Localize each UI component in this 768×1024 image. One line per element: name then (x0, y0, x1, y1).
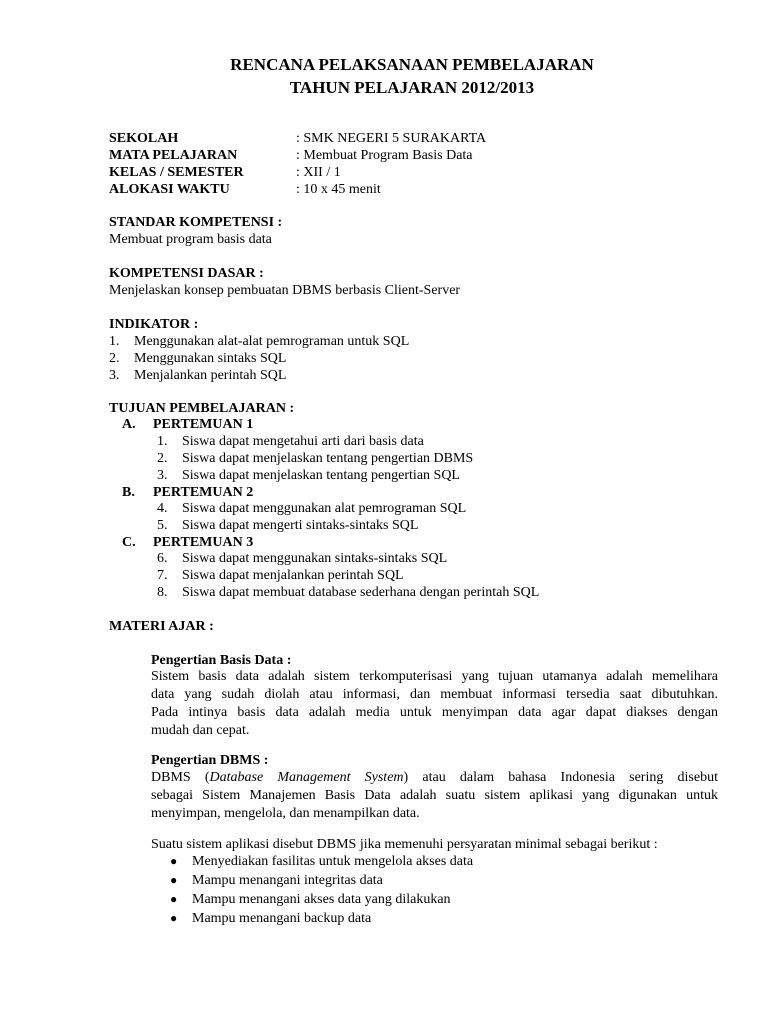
bullet-icon: ● (170, 873, 178, 887)
item-number: 6. (157, 551, 168, 566)
dbms-paragraph (151, 769, 718, 823)
info-value: : 10 x 45 menit (296, 182, 381, 197)
item-text: Siswa dapat mengetahui arti dari basis data (182, 434, 424, 449)
list-item (157, 450, 473, 467)
indikator-list (109, 333, 409, 384)
list-item (157, 467, 473, 484)
pertemuan-title: PERTEMUAN 2 (153, 485, 254, 500)
list-item (151, 872, 473, 891)
paragraph-line: mudah dan cepat. (151, 723, 250, 738)
basis-data-paragraph (151, 668, 718, 740)
paragraph-line: data yang sudah diolah atau informasi, dan membuat informasi tersedia saat dibutuhkan. (151, 687, 718, 702)
list-item (157, 517, 466, 534)
item-text: Mampu menangani akses data yang dilakukan (192, 892, 451, 907)
dbms-heading: Pengertian DBMS : (151, 753, 269, 768)
document-subtitle: TAHUN PELAJARAN 2012/2013 (289, 78, 535, 97)
list-item (151, 891, 473, 910)
paragraph-line: sebagai Sistem Manajemen Basis Data adalah suatu sistem aplikasi yang digunakan untuk (151, 788, 718, 803)
requirement-intro: Suatu sistem aplikasi disebut DBMS jika memenuhi persyaratan minimal sebagai berikut : (151, 837, 658, 852)
info-value: : Membuat Program Basis Data (296, 148, 473, 163)
pertemuan-2-heading (122, 484, 253, 501)
info-label: MATA PELAJARAN (109, 148, 238, 163)
list-item (151, 910, 473, 929)
item-number: 8. (157, 585, 168, 600)
requirement-list (151, 853, 473, 929)
info-label: ALOKASI WAKTU (109, 182, 230, 197)
indikator-heading: INDIKATOR : (109, 317, 199, 332)
item-number: 7. (157, 568, 168, 583)
list-item (157, 567, 539, 584)
letter-marker: C. (122, 535, 136, 550)
kompetensi-text: Menjelaskan konsep pembuatan DBMS berbasis Client-Server (109, 283, 461, 298)
text-run: DBMS ( (151, 770, 210, 785)
pertemuan-1-list (157, 433, 473, 484)
pertemuan-1-heading (122, 416, 253, 433)
item-text: Siswa dapat menjelaskan tentang pengertian SQL (182, 468, 460, 483)
item-number: 1. (109, 334, 120, 349)
document-title: RENCANA PELAKSANAAN PEMBELAJARAN (230, 55, 594, 74)
info-row (109, 181, 486, 198)
item-text: Siswa dapat mengerti sintaks-sintaks SQL (182, 518, 419, 533)
bullet-icon: ● (170, 854, 178, 868)
tujuan-heading: TUJUAN PEMBELAJARAN : (109, 401, 295, 416)
bullet-icon: ● (170, 892, 178, 906)
pertemuan-3-list (157, 550, 539, 601)
list-item (109, 350, 409, 367)
kompetensi-heading: KOMPETENSI DASAR : (109, 266, 264, 281)
dbms-full-name: Database Management System (209, 770, 404, 785)
pertemuan-title: PERTEMUAN 3 (153, 535, 254, 550)
pertemuan-2-list (157, 500, 466, 534)
item-text: Mampu menangani backup data (192, 911, 372, 926)
item-number: 5. (157, 518, 168, 533)
school-info (109, 130, 486, 198)
list-item (157, 500, 466, 517)
item-text: Menggunakan alat-alat pemrograman untuk SQL (134, 334, 410, 349)
item-text: Siswa dapat menggunakan alat pemrograman SQL (182, 501, 467, 516)
list-item (157, 584, 539, 601)
list-item (151, 853, 473, 872)
item-text: Menyediakan fasilitas untuk mengelola akses data (192, 854, 474, 869)
info-label: SEKOLAH (109, 131, 179, 146)
item-text: Mampu menangani integritas data (192, 873, 383, 888)
list-item (109, 333, 409, 350)
paragraph-line: Pada intinya basis data adalah media untuk menyimpan data agar dapat diakses dengan (151, 705, 718, 720)
materi-heading: MATERI AJAR : (109, 619, 214, 634)
info-value: : SMK NEGERI 5 SURAKARTA (296, 131, 487, 146)
text-run: ) atau dalam bahasa Indonesia sering disebut (403, 770, 718, 785)
pertemuan-3-heading (122, 534, 253, 551)
info-row (109, 164, 486, 181)
info-row (109, 147, 486, 164)
list-item (109, 367, 409, 384)
basis-data-heading: Pengertian Basis Data : (151, 653, 292, 668)
item-text: Siswa dapat membuat database sederhana dengan perintah SQL (182, 585, 540, 600)
list-item (157, 433, 473, 450)
item-number: 4. (157, 501, 168, 516)
info-row (109, 130, 486, 147)
letter-marker: A. (122, 417, 136, 432)
paragraph-line: Sistem basis data adalah sistem terkomputerisasi yang tujuan utamanya adalah memelihara (151, 669, 718, 684)
standar-heading: STANDAR KOMPETENSI : (109, 215, 283, 230)
item-text: Menggunakan sintaks SQL (134, 351, 287, 366)
item-text: Siswa dapat menjalankan perintah SQL (182, 568, 404, 583)
list-item (157, 550, 539, 567)
item-number: 3. (109, 368, 120, 383)
item-text: Menjalankan perintah SQL (134, 368, 287, 383)
paragraph-line (151, 769, 718, 787)
info-value: : XII / 1 (296, 165, 341, 180)
standar-text: Membuat program basis data (109, 232, 272, 247)
paragraph-line: menyimpan, mengelola, dan menampilkan data. (151, 806, 420, 821)
bullet-icon: ● (170, 911, 178, 925)
item-number: 2. (157, 451, 168, 466)
item-text: Siswa dapat menggunakan sintaks-sintaks SQL (182, 551, 448, 566)
item-number: 3. (157, 468, 168, 483)
item-text: Siswa dapat menjelaskan tentang pengertian DBMS (182, 451, 474, 466)
pertemuan-title: PERTEMUAN 1 (153, 417, 254, 432)
info-label: KELAS / SEMESTER (109, 165, 244, 180)
letter-marker: B. (122, 485, 135, 500)
item-number: 1. (157, 434, 168, 449)
item-number: 2. (109, 351, 120, 366)
